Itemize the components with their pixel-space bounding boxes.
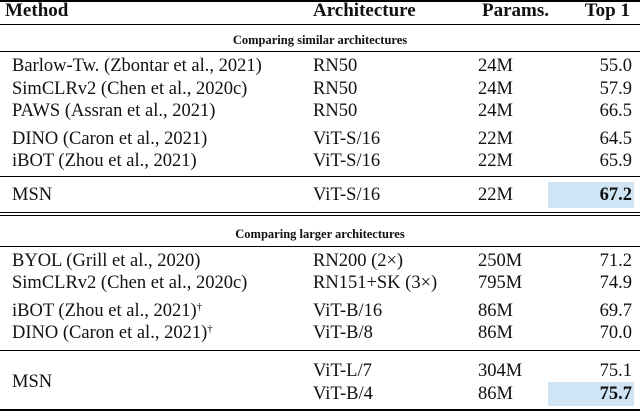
params-cell: 22M bbox=[478, 129, 513, 149]
architecture-cell: RN50 bbox=[313, 79, 358, 99]
table-row bbox=[0, 272, 640, 294]
params-cell: 24M bbox=[478, 79, 513, 99]
table-row bbox=[0, 100, 640, 122]
section-break-rule-2 bbox=[0, 215, 640, 216]
table-row bbox=[0, 300, 640, 322]
architecture-cell: RN200 (2×) bbox=[313, 251, 404, 271]
method-cell: SimCLRv2 (Chen et al., 2020c) bbox=[12, 273, 248, 293]
params-cell: 304M bbox=[478, 361, 523, 381]
section-break-rule-1 bbox=[0, 212, 640, 213]
architecture-cell: ViT-S/16 bbox=[313, 151, 381, 171]
params-cell: 24M bbox=[478, 101, 513, 121]
method-cell: Barlow-Tw. (Zbontar et al., 2021) bbox=[12, 56, 262, 76]
table-row bbox=[0, 55, 640, 77]
method-cell: DINO (Caron et al., 2021) bbox=[12, 129, 208, 149]
table-row bbox=[0, 128, 640, 150]
method-cell bbox=[12, 322, 213, 344]
header-top1: Top 1 bbox=[584, 0, 630, 21]
method-cell: MSN bbox=[12, 185, 53, 205]
dagger-mark: † bbox=[196, 301, 203, 313]
header-row bbox=[0, 0, 640, 22]
dagger-mark: † bbox=[207, 323, 213, 335]
architecture-cell: ViT-S/16 bbox=[313, 185, 381, 205]
architecture-cell: ViT-L/7 bbox=[313, 361, 372, 381]
top1-cell: 65.9 bbox=[599, 151, 632, 171]
header-rule bbox=[0, 24, 640, 25]
params-cell: 86M bbox=[478, 323, 513, 343]
table-row bbox=[0, 150, 640, 172]
architecture-cell: ViT-B/4 bbox=[313, 384, 373, 404]
method-cell: SimCLRv2 (Chen et al., 2020c) bbox=[12, 79, 248, 99]
top1-cell: 75.1 bbox=[599, 361, 632, 381]
architecture-cell: ViT-B/16 bbox=[313, 301, 383, 321]
top1-best-cell: 75.7 bbox=[548, 382, 634, 406]
bottom-rule bbox=[0, 409, 640, 411]
table-row bbox=[0, 322, 640, 344]
params-cell: 24M bbox=[478, 56, 513, 76]
section-title-larger: Comparing larger architectures bbox=[235, 227, 405, 241]
top1-best-cell: 67.2 bbox=[548, 182, 634, 208]
header-params: Params. bbox=[482, 0, 550, 21]
section-title-similar: Comparing similar architectures bbox=[232, 33, 408, 47]
table-row bbox=[0, 78, 640, 100]
top1-cell: 57.9 bbox=[599, 79, 632, 99]
architecture-cell: ViT-B/8 bbox=[313, 323, 373, 343]
msn-large-rule bbox=[0, 350, 640, 351]
architecture-cell: RN151+SK (3×) bbox=[313, 273, 438, 293]
msn-row-large bbox=[0, 360, 640, 382]
top1-cell: 69.7 bbox=[599, 301, 632, 321]
params-cell: 22M bbox=[478, 151, 513, 171]
architecture-cell: ViT-S/16 bbox=[313, 129, 381, 149]
architecture-cell: RN50 bbox=[313, 56, 358, 76]
params-cell: 250M bbox=[478, 251, 523, 271]
method-text: DINO (Caron et al., 2021) bbox=[12, 323, 208, 343]
table-row bbox=[0, 250, 640, 272]
method-cell bbox=[12, 300, 202, 322]
top1-cell: 64.5 bbox=[599, 129, 632, 149]
top1-cell: 66.5 bbox=[599, 101, 632, 121]
architecture-cell: RN50 bbox=[313, 101, 358, 121]
params-cell: 22M bbox=[478, 185, 513, 205]
top1-cell: 74.9 bbox=[599, 273, 632, 293]
header-architecture: Architecture bbox=[313, 0, 416, 21]
params-cell: 86M bbox=[478, 384, 513, 404]
method-cell: BYOL (Grill et al., 2020) bbox=[12, 251, 201, 271]
params-cell: 795M bbox=[478, 273, 523, 293]
method-cell: MSN bbox=[12, 372, 53, 392]
top1-cell: 70.0 bbox=[599, 323, 632, 343]
method-cell: PAWS (Assran et al., 2021) bbox=[12, 101, 216, 121]
params-cell: 86M bbox=[478, 301, 513, 321]
msn-small-rule bbox=[0, 176, 640, 177]
top1-cell: 55.0 bbox=[599, 56, 632, 76]
method-cell: iBOT (Zhou et al., 2021) bbox=[12, 151, 197, 171]
msn-row-small bbox=[0, 184, 640, 206]
top1-cell: 71.2 bbox=[599, 251, 632, 271]
section2-rule bbox=[0, 246, 640, 247]
method-text: iBOT (Zhou et al., 2021) bbox=[12, 301, 197, 321]
header-method: Method bbox=[5, 0, 69, 21]
msn-row-large bbox=[0, 383, 640, 405]
section1-rule bbox=[0, 51, 640, 52]
